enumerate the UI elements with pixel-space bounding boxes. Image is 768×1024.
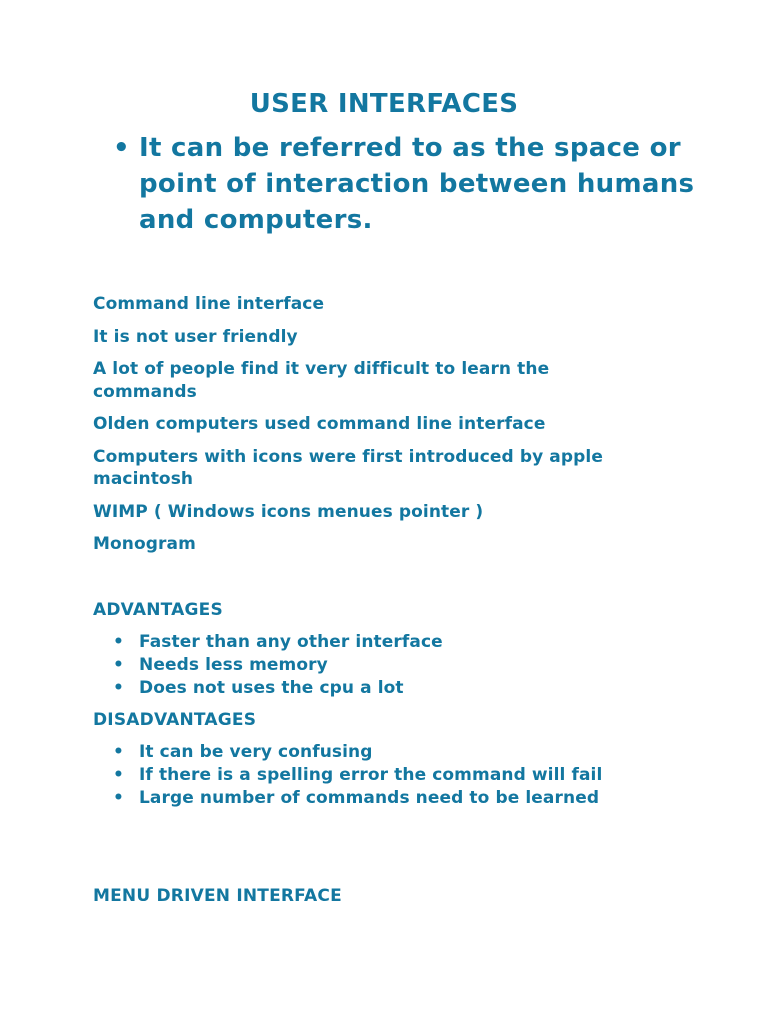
definition-item: • It can be referred to as the space or point of interaction between humans and computers. (113, 130, 713, 238)
cli-line: Computers with icons were first introduced by apple macintosh (93, 446, 603, 489)
advantage-item: • Needs less memory (113, 654, 673, 677)
cli-line: A lot of people find it very difficult to learn the commands (93, 359, 550, 402)
definition-list (113, 130, 713, 238)
cli-line: WIMP ( Windows icons menues pointer ) (93, 501, 484, 522)
advantage-item: • Does not uses the cpu a lot (113, 677, 673, 700)
cli-line: Command line interface (93, 294, 325, 314)
advantages-list (113, 631, 673, 700)
cli-line: Olden computers used command line interface (93, 414, 546, 434)
disadvantage-item: • If there is a spelling error the command will fail (113, 764, 673, 787)
page-title: USER INTERFACES (249, 89, 519, 119)
cli-lines (93, 293, 653, 566)
advantages-heading: ADVANTAGES (93, 600, 223, 620)
disadvantages-list (113, 741, 673, 810)
menu-driven-heading: MENU DRIVEN INTERFACE (93, 886, 342, 906)
advantage-item: • Faster than any other interface (113, 631, 673, 654)
cli-line: Monogram (93, 534, 196, 554)
disadvantages-heading: DISADVANTAGES (93, 710, 257, 730)
disadvantage-item: • It can be very confusing (113, 741, 673, 764)
disadvantage-item: • Large number of commands need to be learned (113, 787, 673, 810)
cli-line: It is not user friendly (93, 326, 298, 347)
